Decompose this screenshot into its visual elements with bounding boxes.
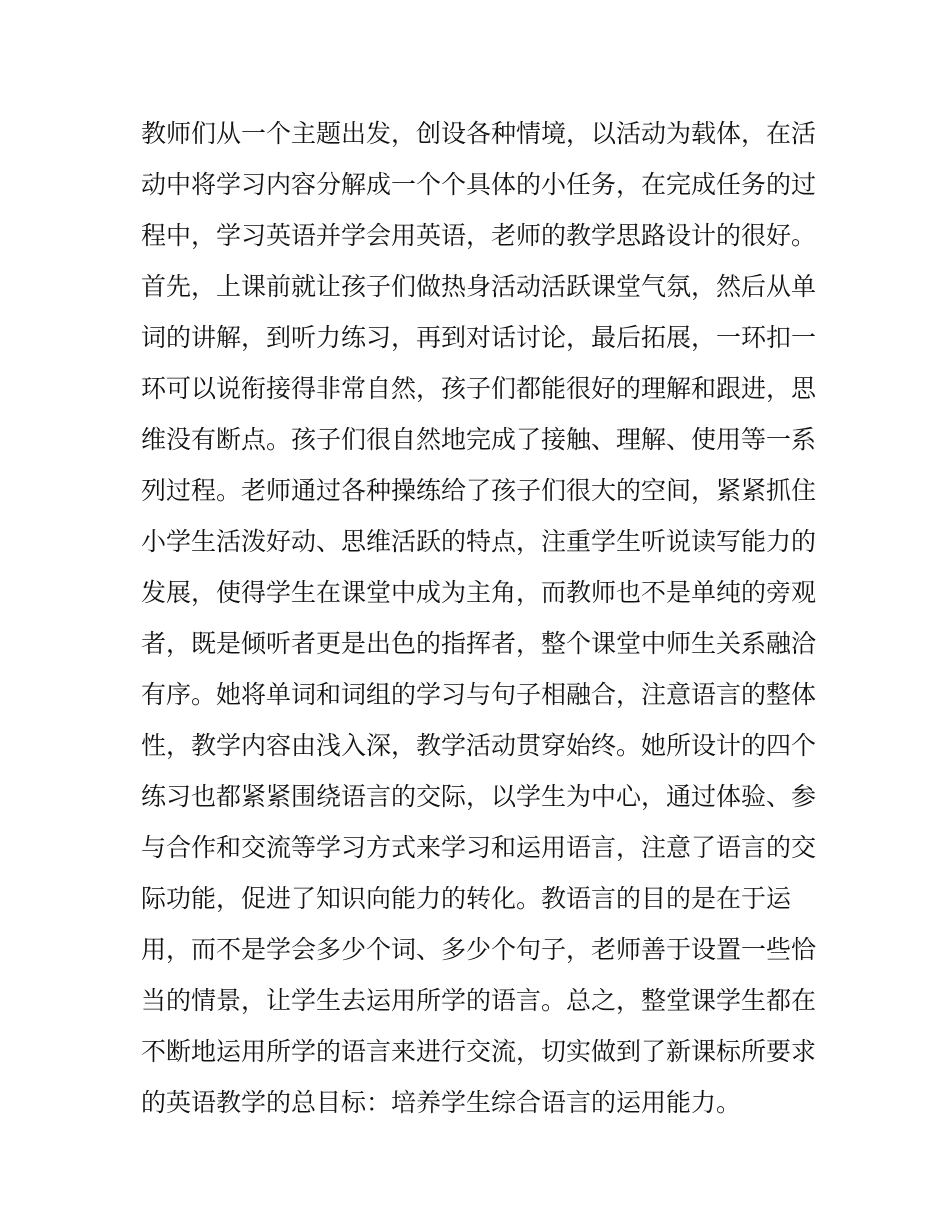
text-line: 者，既是倾听者更是出色的指挥者，整个课堂中师生关系融洽 [141,629,817,658]
text-line: 词的讲解，到听力练习，再到对话讨论，最后拓展，一环扣一 [141,323,817,352]
text-line: 列过程。老师通过各种操练给了孩子们很大的空间，紧紧抓住 [141,476,817,505]
text-line: 练习也都紧紧围绕语言的交际，以学生为中心，通过体验、参 [141,782,817,811]
text-line: 教师们从一个主题出发，创设各种情境，以活动为载体，在活 [141,119,817,148]
text-line: 与合作和交流等学习方式来学习和运用语言，注意了语言的交 [141,833,817,862]
text-line: 不断地运用所学的语言来进行交流，切实做到了新课标所要求 [141,1037,817,1066]
text-line: 用，而不是学会多少个词、多少个句子，老师善于设置一些恰 [141,935,817,964]
body-paragraph [141,108,821,1128]
text-line: 首先，上课前就让孩子们做热身活动活跃课堂气氛，然后从单 [141,272,817,301]
text-line: 小学生活泼好动、思维活跃的特点，注重学生听说读写能力的 [141,527,817,556]
text-line: 动中将学习内容分解成一个个具体的小任务，在完成任务的过 [141,170,817,199]
text-line: 际功能，促进了知识向能力的转化。教语言的目的是在于运 [141,884,792,913]
text-line: 的英语教学的总目标：培养学生综合语言的运用能力。 [141,1088,742,1117]
text-line: 维没有断点。孩子们很自然地完成了接触、理解、使用等一系 [141,425,817,454]
text-line: 发展，使得学生在课堂中成为主角，而教师也不是单纯的旁观 [141,578,817,607]
text-line: 程中，学习英语并学会用英语，老师的教学思路设计的很好。 [141,221,817,250]
text-line: 当的情景，让学生去运用所学的语言。总之，整堂课学生都在 [141,986,817,1015]
text-line: 环可以说衔接得非常自然，孩子们都能很好的理解和跟进，思 [141,374,817,403]
text-line: 有序。她将单词和词组的学习与句子相融合，注意语言的整体 [141,680,817,709]
text-line: 性，教学内容由浅入深，教学活动贯穿始终。她所设计的四个 [141,731,817,760]
